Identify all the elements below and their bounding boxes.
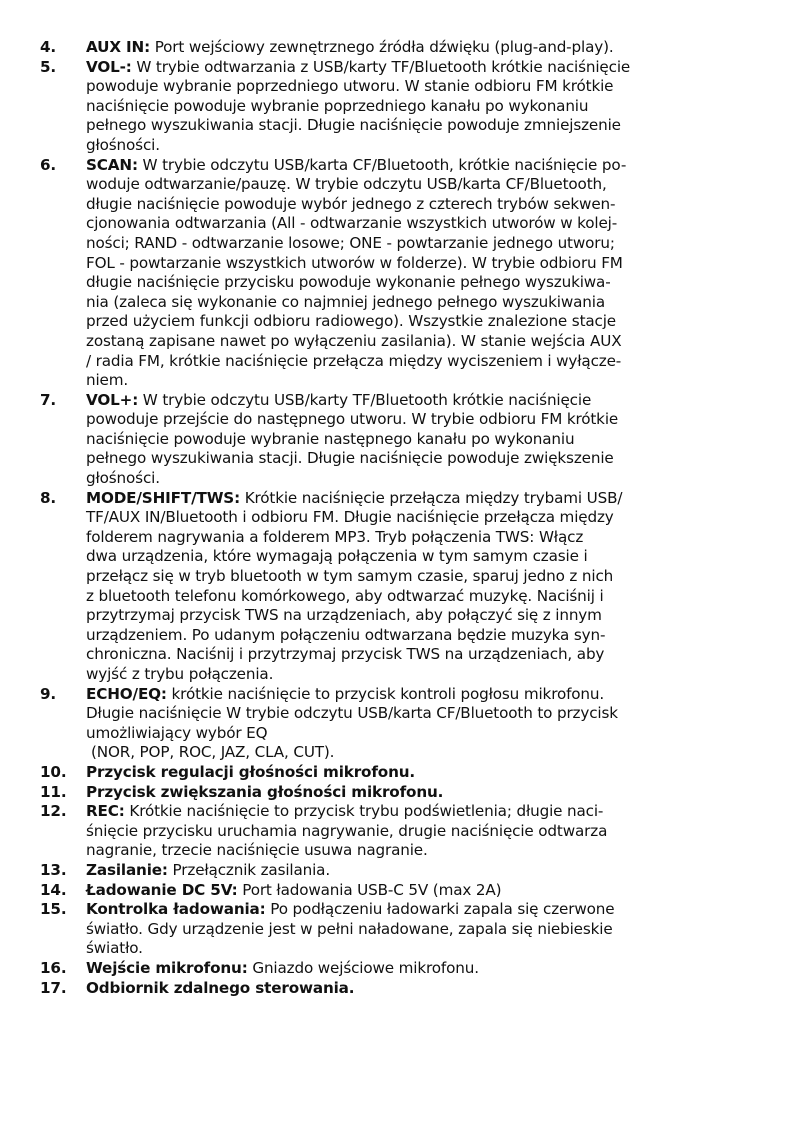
- item-text: głośności.: [86, 135, 160, 154]
- item-description: [86, 881, 754, 901]
- item-number: 7.: [40, 390, 57, 409]
- item-number: 8.: [40, 488, 57, 507]
- item-number: 6.: [40, 155, 57, 174]
- item-term: MODE/SHIFT/TWS:: [86, 488, 241, 507]
- item-term: Kontrolka ładowania:: [86, 900, 266, 919]
- item-text: W trybie odczytu USB/karta CF/Bluetooth, krótkie naciśnięcie po-: [137, 155, 627, 174]
- item-number: 10.: [40, 762, 67, 781]
- item-text: Przełącznik zasilania.: [167, 860, 331, 879]
- item-description: [86, 58, 754, 156]
- text-line: [86, 626, 754, 646]
- item-text: Krótkie naciśnięcie to przycisk trybu podświetlenia; długie naci-: [124, 802, 604, 821]
- item-text: ności; RAND - odtwarzanie losowe; ONE - powtarzanie jednego utworu;: [86, 233, 615, 252]
- text-line: [86, 332, 754, 352]
- item-text: powoduje przejście do następnego utworu. W trybie odbioru FM krótkie: [86, 410, 619, 429]
- text-line: [86, 881, 754, 901]
- text-line: [86, 567, 754, 587]
- text-line: [86, 175, 754, 195]
- text-line: [86, 939, 754, 959]
- item-term: Odbiornik zdalnego sterowania.: [86, 978, 355, 997]
- text-line: [86, 430, 754, 450]
- item-text: FOL - powtarzanie wszystkich utworów w folderze). W trybie odbioru FM: [86, 253, 623, 272]
- item-text: Długie naciśnięcie W trybie odczytu USB/karta CF/Bluetooth to przycisk: [86, 704, 618, 723]
- item-term: Przycisk zwiększania głośności mikrofonu.: [86, 782, 444, 801]
- item-description: [86, 685, 754, 763]
- item-text: Port ładowania USB-C 5V (max 2A): [237, 880, 502, 899]
- item-term: Wejście mikrofonu:: [86, 958, 248, 977]
- item-text: wyjść z trybu połączenia.: [86, 665, 274, 683]
- item-text: nia (zaleca się wykonanie co najmniej jednego pełnego wyszukiwania: [86, 292, 605, 311]
- text-line: [86, 959, 754, 979]
- list-item: [40, 881, 754, 901]
- text-line: [86, 293, 754, 313]
- item-term: Zasilanie:: [86, 860, 168, 879]
- item-description: [86, 979, 754, 999]
- text-line: [86, 802, 754, 822]
- item-term: VOL-:: [86, 57, 132, 76]
- item-text: głośności.: [86, 469, 160, 488]
- item-description: [86, 959, 754, 979]
- text-line: [86, 665, 754, 685]
- item-number: 16.: [40, 958, 67, 977]
- item-term: REC:: [86, 802, 125, 821]
- item-text: przełącz się w tryb bluetooth w tym samym czasie, sparuj jedno z nich: [86, 567, 614, 586]
- text-line: [86, 822, 754, 842]
- text-line: [86, 606, 754, 626]
- text-line: [86, 528, 754, 548]
- item-text: przytrzymaj przycisk TWS na urządzeniach, aby połączyć się z innym: [86, 606, 602, 625]
- item-description: [86, 38, 754, 58]
- text-line: [86, 645, 754, 665]
- text-line: [86, 783, 754, 803]
- item-number: 13.: [40, 860, 67, 879]
- feature-list: [40, 38, 754, 998]
- item-description: [86, 802, 754, 861]
- item-text: (NOR, POP, ROC, JAZ, CLA, CUT).: [91, 743, 335, 762]
- list-item: [40, 391, 754, 489]
- item-text: Gniazdo wejściowe mikrofonu.: [247, 958, 479, 977]
- text-line: [86, 116, 754, 136]
- text-line: [86, 410, 754, 430]
- item-text: światło. Gdy urządzenie jest w pełni naładowane, zapala się niebieskie: [86, 919, 613, 938]
- text-line: [86, 195, 754, 215]
- item-text: Krótkie naciśnięcie przełącza między trybami USB/: [240, 488, 623, 507]
- item-text: Port wejściowy zewnętrznego źródła dźwięku (plug-and-play).: [150, 38, 614, 56]
- text-line: [86, 979, 754, 999]
- list-item: [40, 489, 754, 685]
- item-number: 9.: [40, 684, 57, 703]
- item-term: VOL+:: [86, 390, 139, 409]
- text-line: [86, 214, 754, 234]
- item-text: przed użyciem funkcji odbioru radiowego). Wszystkie znalezione stacje: [86, 312, 616, 331]
- item-number: 5.: [40, 57, 57, 76]
- text-line: [86, 547, 754, 567]
- list-item: [40, 783, 754, 803]
- text-line: [86, 900, 754, 920]
- item-description: [86, 783, 754, 803]
- item-text: cjonowania odtwarzania (All - odtwarzanie wszystkich utworów w kolej-: [86, 214, 618, 233]
- text-line: [86, 489, 754, 509]
- item-text: krótkie naciśnięcie to przycisk kontroli pogłosu mikrofonu.: [166, 684, 605, 703]
- item-text: dwa urządzenia, które wymagają połączenia w tym samym czasie i: [86, 547, 588, 566]
- item-description: [86, 763, 754, 783]
- text-line: [86, 254, 754, 274]
- text-line: [86, 920, 754, 940]
- text-line: [86, 469, 754, 489]
- item-text: niem.: [86, 371, 129, 390]
- item-number: 11.: [40, 782, 67, 801]
- text-line: [86, 449, 754, 469]
- item-text: umożliwiający wybór EQ: [86, 723, 268, 742]
- list-item: [40, 38, 754, 58]
- item-text: pełnego wyszukiwania stacji. Długie naciśnięcie powoduje zwiększenie: [86, 449, 614, 468]
- item-description: [86, 489, 754, 685]
- text-line: [86, 861, 754, 881]
- item-description: [86, 900, 754, 959]
- item-text: śnięcie przycisku uruchamia nagrywanie, drugie naciśnięcie odtwarza: [86, 821, 608, 840]
- text-line: [86, 763, 754, 783]
- list-item: [40, 861, 754, 881]
- item-number: 15.: [40, 900, 67, 919]
- item-number: 4.: [40, 38, 57, 56]
- item-text: / radia FM, krótkie naciśnięcie przełącza między wyciszeniem i wyłącze-: [86, 351, 622, 370]
- item-term: Ładowanie DC 5V:: [86, 880, 238, 899]
- text-line: [86, 743, 754, 763]
- item-text: naciśnięcie powoduje wybranie następnego kanału po wykonaniu: [86, 429, 575, 448]
- text-line: [86, 685, 754, 705]
- item-term: AUX IN:: [86, 38, 151, 56]
- list-item: [40, 685, 754, 763]
- item-description: [86, 391, 754, 489]
- item-number: 12.: [40, 802, 67, 821]
- list-item: [40, 900, 754, 959]
- text-line: [86, 371, 754, 391]
- item-text: z bluetooth telefonu komórkowego, aby odtwarzać muzykę. Naciśnij i: [86, 586, 604, 605]
- list-item: [40, 979, 754, 999]
- list-item: [40, 58, 754, 156]
- item-description: [86, 156, 754, 391]
- item-text: długie naciśnięcie powoduje wybór jednego z czterech trybów sekwen-: [86, 194, 616, 213]
- item-description: [86, 861, 754, 881]
- text-line: [86, 312, 754, 332]
- item-term: Przycisk regulacji głośności mikrofonu.: [86, 762, 416, 781]
- item-number: 14.: [40, 880, 67, 899]
- item-text: urządzeniem. Po udanym połączeniu odtwarzana będzie muzyka syn-: [86, 625, 606, 644]
- item-text: Po podłączeniu ładowarki zapala się czerwone: [265, 900, 615, 919]
- text-line: [86, 841, 754, 861]
- item-term: SCAN:: [86, 155, 138, 174]
- item-number: 17.: [40, 978, 67, 997]
- text-line: [86, 724, 754, 744]
- list-item: [40, 763, 754, 783]
- item-text: powoduje wybranie poprzedniego utworu. W stanie odbioru FM krótkie: [86, 77, 614, 96]
- list-item: [40, 802, 754, 861]
- text-line: [86, 97, 754, 117]
- text-line: [86, 136, 754, 156]
- text-line: [86, 391, 754, 411]
- list-item: [40, 959, 754, 979]
- item-text: naciśnięcie powoduje wybranie poprzedniego kanału po wykonaniu: [86, 96, 589, 115]
- item-text: pełnego wyszukiwania stacji. Długie naciśnięcie powoduje zmniejszenie: [86, 116, 621, 135]
- item-text: TF/AUX IN/Bluetooth i odbioru FM. Długie naciśnięcie przełącza między: [86, 508, 614, 527]
- text-line: [86, 508, 754, 528]
- item-text: nagranie, trzecie naciśnięcie usuwa nagranie.: [86, 841, 428, 860]
- item-text: folderem nagrywania a folderem MP3. Tryb połączenia TWS: Włącz: [86, 527, 584, 546]
- item-text: światło.: [86, 939, 143, 958]
- item-text: zostaną zapisane nawet po wyłączeniu zasilania). W stanie wejścia AUX: [86, 331, 622, 350]
- item-term: ECHO/EQ:: [86, 684, 167, 703]
- item-text: W trybie odczytu USB/karty TF/Bluetooth krótkie naciśnięcie: [138, 390, 592, 409]
- text-line: [86, 273, 754, 293]
- text-line: [86, 77, 754, 97]
- item-text: W trybie odtwarzania z USB/karty TF/Bluetooth krótkie naciśnięcie: [131, 57, 631, 76]
- text-line: [86, 352, 754, 372]
- text-line: [86, 704, 754, 724]
- item-text: długie naciśnięcie przycisku powoduje wykonanie pełnego wyszukiwa-: [86, 273, 611, 292]
- item-text: chroniczna. Naciśnij i przytrzymaj przycisk TWS na urządzeniach, aby: [86, 645, 605, 664]
- list-item: [40, 156, 754, 391]
- text-line: [86, 58, 754, 78]
- text-line: [86, 234, 754, 254]
- text-line: [86, 156, 754, 176]
- text-line: [86, 587, 754, 607]
- text-line: [86, 38, 754, 58]
- item-text: woduje odtwarzanie/pauzę. W trybie odczytu USB/karta CF/Bluetooth,: [86, 175, 607, 194]
